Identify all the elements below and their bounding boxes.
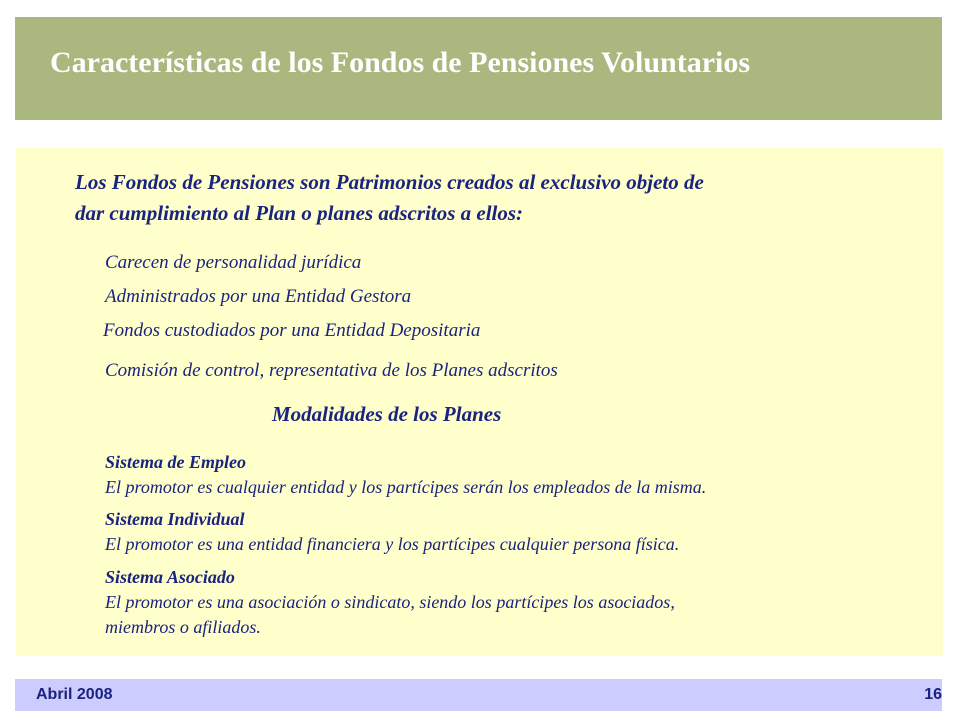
system-empleo bbox=[105, 450, 706, 500]
intro-line-1: Los Fondos de Pensiones son Patrimonios creados al exclusivo objeto de bbox=[75, 170, 704, 194]
slide-title: Características de los Fondos de Pensiones Voluntarios bbox=[50, 46, 751, 79]
system-asociado bbox=[105, 565, 675, 640]
intro-line-2: dar cumplimiento al Plan o planes adscritos a ellos: bbox=[75, 201, 524, 225]
system-individual bbox=[105, 507, 679, 557]
intro-paragraph bbox=[75, 167, 704, 229]
system-description: El promotor es una entidad financiera y los partícipes cualquier persona física. bbox=[105, 534, 680, 554]
system-description: miembros o afiliados. bbox=[105, 617, 261, 637]
system-description: El promotor es cualquier entidad y los partícipes serán los empleados de la misma. bbox=[105, 477, 707, 497]
system-description: El promotor es una asociación o sindicato, siendo los partícipes los asociados, bbox=[105, 592, 675, 612]
feature-item: Administrados por una Entidad Gestora bbox=[105, 286, 412, 307]
feature-item: Carecen de personalidad jurídica bbox=[105, 252, 362, 273]
page-number: 16 bbox=[924, 686, 942, 703]
system-name: Sistema Asociado bbox=[105, 567, 235, 587]
modalities-heading: Modalidades de los Planes bbox=[272, 402, 502, 426]
system-name: Sistema de Empleo bbox=[105, 452, 246, 472]
feature-item: Comisión de control, representativa de los Planes adscritos bbox=[105, 360, 558, 381]
feature-item: Fondos custodiados por una Entidad Depositaria bbox=[103, 320, 481, 341]
footer-bar bbox=[15, 679, 942, 711]
footer-date: Abril 2008 bbox=[36, 686, 113, 703]
system-name: Sistema Individual bbox=[105, 509, 245, 529]
